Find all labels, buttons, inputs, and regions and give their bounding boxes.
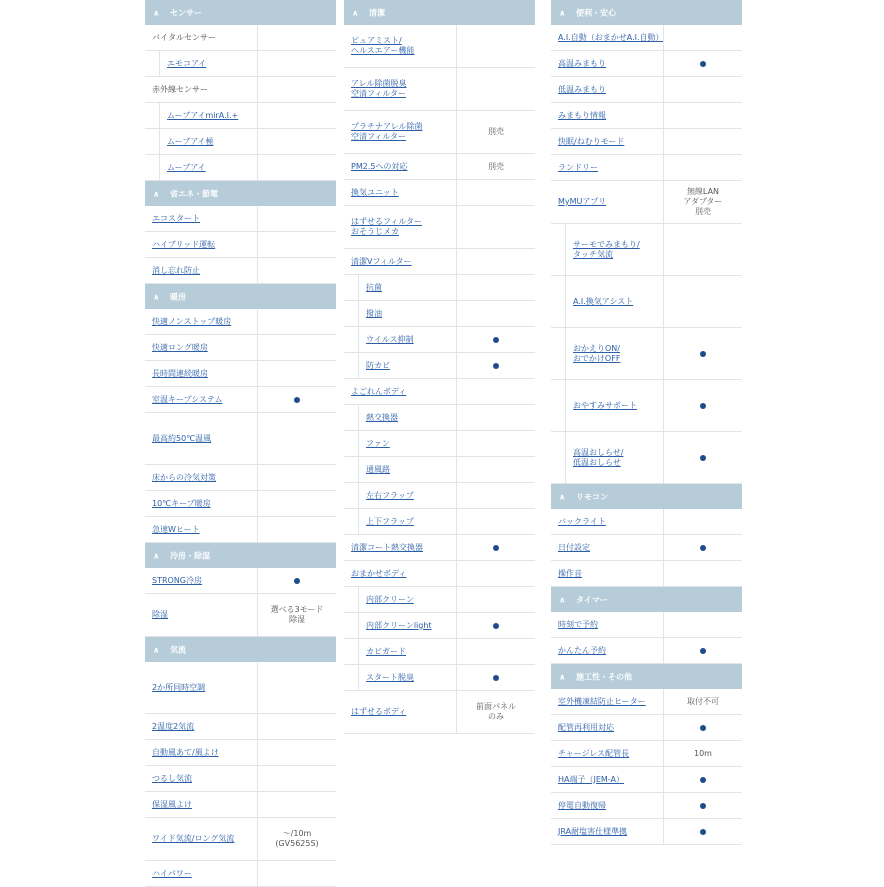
spec-row bbox=[145, 25, 336, 51]
spec-row bbox=[145, 568, 336, 594]
feature-link[interactable]: おまかせボディ bbox=[351, 568, 407, 578]
chevron-up-icon: ∧ bbox=[153, 292, 160, 301]
feature-value-cell bbox=[257, 129, 336, 154]
feature-link[interactable]: 熱交換器 bbox=[366, 412, 398, 422]
feature-value-cell bbox=[257, 517, 336, 542]
supported-dot-icon bbox=[700, 351, 706, 357]
feature-link[interactable]: 通風路 bbox=[366, 464, 390, 474]
spec-row bbox=[551, 715, 742, 741]
spec-row bbox=[145, 129, 336, 155]
spec-row bbox=[344, 111, 535, 154]
feature-value-cell bbox=[456, 327, 535, 352]
feature-link[interactable]: ムーブアイmirA.I.+ bbox=[167, 110, 239, 120]
feature-value-cell bbox=[257, 594, 336, 636]
spec-row bbox=[344, 25, 535, 68]
feature-value-cell bbox=[663, 51, 742, 76]
spec-row bbox=[344, 327, 535, 353]
supported-dot-icon bbox=[493, 545, 499, 551]
spec-row bbox=[145, 662, 336, 714]
feature-link[interactable]: JRA耐塩害仕様準拠 bbox=[558, 826, 628, 836]
feature-link[interactable]: はずせるフィルター おそうじメカ bbox=[351, 217, 423, 236]
feature-link[interactable]: ムーブアイ極 bbox=[167, 136, 214, 146]
supported-dot-icon bbox=[294, 397, 300, 403]
feature-value-cell bbox=[663, 328, 742, 379]
spec-row bbox=[344, 405, 535, 431]
feature-value-cell bbox=[456, 665, 535, 690]
feature-value-cell bbox=[663, 715, 742, 740]
spec-row bbox=[145, 517, 336, 543]
feature-link[interactable]: 床からの冷気対策 bbox=[152, 472, 216, 482]
section-title: 冷房・除湿 bbox=[170, 551, 210, 560]
feature-link[interactable]: 操作音 bbox=[558, 568, 582, 578]
feature-link[interactable]: 低温みまもり bbox=[558, 84, 606, 94]
spec-row bbox=[145, 766, 336, 792]
spec-row bbox=[145, 387, 336, 413]
supported-dot-icon bbox=[493, 623, 499, 629]
feature-value-cell bbox=[663, 741, 742, 766]
supported-dot-icon bbox=[493, 363, 499, 369]
feature-value: 別売 bbox=[488, 161, 504, 171]
feature-value-cell bbox=[663, 793, 742, 818]
feature-link[interactable]: A.I.自動（おまかせA.I.自動） bbox=[558, 32, 664, 42]
feature-link[interactable]: カビガード bbox=[366, 646, 406, 656]
feature-value-cell bbox=[456, 249, 535, 274]
spec-row bbox=[145, 51, 336, 77]
feature-value-cell bbox=[456, 587, 535, 612]
spec-row bbox=[551, 561, 742, 587]
feature-value-cell bbox=[257, 361, 336, 386]
feature-value-cell bbox=[456, 405, 535, 430]
spec-row bbox=[551, 689, 742, 715]
feature-value-cell bbox=[456, 353, 535, 378]
feature-link: 赤外線センサー bbox=[152, 84, 208, 94]
feature-link: バイタルセンサー bbox=[152, 32, 216, 42]
feature-value-cell bbox=[257, 740, 336, 765]
spec-row bbox=[344, 154, 535, 180]
feature-link[interactable]: エコスタート bbox=[152, 213, 200, 223]
section-header[interactable] bbox=[344, 0, 535, 25]
feature-link[interactable]: 高温みまもり bbox=[558, 58, 606, 68]
feature-value-cell bbox=[663, 689, 742, 714]
spec-row bbox=[145, 232, 336, 258]
section-title: 暖房 bbox=[170, 292, 186, 301]
spec-row bbox=[344, 639, 535, 665]
supported-dot-icon bbox=[700, 777, 706, 783]
feature-link[interactable]: はずせるボディ bbox=[351, 707, 407, 716]
feature-link[interactable]: アレル除菌脱臭 空清フィルター bbox=[351, 79, 407, 98]
feature-value-cell bbox=[663, 129, 742, 154]
spec-row bbox=[551, 767, 742, 793]
spec-row bbox=[551, 181, 742, 224]
feature-link[interactable]: 高温おしらせ/ 低温おしらせ bbox=[573, 447, 624, 467]
feature-link[interactable]: みまもり情報 bbox=[558, 110, 606, 120]
spec-row bbox=[551, 509, 742, 535]
feature-link[interactable]: 時刻で予約 bbox=[558, 619, 598, 629]
section-title: 清潔 bbox=[369, 8, 385, 17]
spec-row bbox=[551, 638, 742, 664]
feature-link[interactable]: 快適ロング暖房 bbox=[152, 342, 208, 352]
feature-value-cell bbox=[663, 181, 742, 223]
feature-link[interactable]: 除湿 bbox=[152, 610, 168, 619]
supported-dot-icon bbox=[700, 725, 706, 731]
spec-row bbox=[551, 432, 742, 484]
spec-row bbox=[344, 587, 535, 613]
feature-link[interactable]: おかえりON/ おでかけOFF bbox=[573, 343, 621, 363]
feature-value-cell bbox=[663, 25, 742, 50]
feature-value-cell bbox=[663, 103, 742, 128]
feature-value-cell bbox=[456, 111, 535, 153]
feature-link[interactable]: 日付設定 bbox=[558, 542, 590, 552]
feature-value: 無線LAN アダプター 別売 bbox=[683, 187, 723, 216]
spec-row bbox=[145, 309, 336, 335]
feature-link[interactable]: 最高約50℃温風 bbox=[152, 433, 212, 443]
indent-line bbox=[565, 328, 566, 379]
feature-link[interactable]: 保湿風よけ bbox=[152, 799, 192, 809]
feature-value-cell bbox=[663, 509, 742, 534]
indent-line bbox=[565, 276, 566, 327]
feature-value: 別売 bbox=[488, 127, 504, 136]
spec-row bbox=[145, 77, 336, 103]
feature-link[interactable]: 快適ノンストップ暖房 bbox=[152, 316, 232, 326]
feature-value-cell bbox=[663, 561, 742, 586]
feature-value: ～/10m (GV5625S) bbox=[275, 829, 319, 848]
spec-row bbox=[145, 714, 336, 740]
spec-row bbox=[344, 180, 535, 206]
feature-link[interactable]: 上下フラップ bbox=[366, 516, 414, 526]
feature-value: 前面パネル のみ bbox=[476, 702, 516, 721]
feature-value-cell bbox=[663, 224, 742, 275]
spec-row bbox=[145, 594, 336, 637]
feature-value-cell bbox=[456, 68, 535, 110]
feature-link[interactable]: HA端子（JEM-A） bbox=[558, 774, 624, 784]
feature-link[interactable]: 長時間連続暖房 bbox=[152, 368, 208, 378]
spec-row bbox=[551, 328, 742, 380]
spec-row bbox=[344, 301, 535, 327]
section-title: センサー bbox=[170, 8, 202, 17]
feature-value-cell bbox=[456, 535, 535, 560]
supported-dot-icon bbox=[700, 829, 706, 835]
spec-row bbox=[145, 335, 336, 361]
chevron-up-icon: ∧ bbox=[559, 8, 566, 17]
feature-value-cell bbox=[257, 662, 336, 713]
chevron-up-icon: ∧ bbox=[559, 595, 566, 604]
chevron-up-icon: ∧ bbox=[153, 189, 160, 198]
indent-line bbox=[358, 509, 359, 534]
spec-row bbox=[344, 535, 535, 561]
spec-row bbox=[145, 413, 336, 465]
chevron-up-icon: ∧ bbox=[153, 551, 160, 560]
spec-row bbox=[551, 276, 742, 328]
spec-row bbox=[344, 509, 535, 535]
feature-value-cell bbox=[456, 379, 535, 404]
section-title: 便利・安心 bbox=[576, 8, 616, 17]
feature-link[interactable]: バックライト bbox=[558, 516, 606, 526]
indent-line bbox=[358, 457, 359, 482]
spec-row bbox=[551, 380, 742, 432]
feature-link[interactable]: 撥油 bbox=[366, 308, 382, 318]
feature-link[interactable]: 2か所同時空調 bbox=[152, 682, 206, 692]
feature-value-cell bbox=[257, 103, 336, 128]
supported-dot-icon bbox=[700, 648, 706, 654]
feature-link[interactable]: 清潔Vフィルター bbox=[351, 256, 412, 266]
section-header[interactable] bbox=[145, 543, 336, 568]
supported-dot-icon bbox=[700, 545, 706, 551]
section-title: 省エネ・節電 bbox=[170, 189, 218, 198]
feature-link[interactable]: 2温度2気流 bbox=[152, 721, 195, 731]
feature-link[interactable]: STRONG冷房 bbox=[152, 575, 203, 585]
section-header[interactable] bbox=[145, 637, 336, 662]
feature-link[interactable]: 換気ユニット bbox=[351, 187, 399, 197]
feature-value: 選べる3モード 除湿 bbox=[270, 605, 324, 624]
indent-line bbox=[565, 432, 566, 483]
feature-value-cell bbox=[456, 691, 535, 733]
spec-row bbox=[551, 612, 742, 638]
spec-row bbox=[145, 740, 336, 766]
feature-value-cell bbox=[257, 491, 336, 516]
feature-link[interactable]: 室温キープシステム bbox=[152, 394, 223, 404]
feature-link[interactable]: ランドリー bbox=[558, 162, 598, 172]
feature-value-cell bbox=[456, 457, 535, 482]
spec-row bbox=[344, 275, 535, 301]
feature-link[interactable]: 室外機凍結防止ヒーター bbox=[558, 696, 646, 706]
feature-value-cell bbox=[257, 232, 336, 257]
spec-row bbox=[145, 861, 336, 887]
spec-row bbox=[551, 224, 742, 276]
feature-link[interactable]: ワイド気流/ロング気流 bbox=[152, 834, 235, 843]
spec-row bbox=[344, 457, 535, 483]
feature-value-cell bbox=[663, 77, 742, 102]
feature-value-cell bbox=[257, 714, 336, 739]
spec-row bbox=[344, 206, 535, 249]
feature-value-cell bbox=[257, 258, 336, 283]
feature-link[interactable]: PM2.5への対応 bbox=[351, 161, 408, 171]
section-header[interactable] bbox=[145, 0, 336, 25]
indent-line bbox=[358, 275, 359, 300]
feature-value-cell bbox=[456, 613, 535, 638]
feature-link[interactable]: スタート脱臭 bbox=[366, 672, 414, 682]
supported-dot-icon bbox=[700, 403, 706, 409]
feature-value-cell bbox=[257, 413, 336, 464]
feature-value-cell bbox=[257, 568, 336, 593]
spec-row bbox=[344, 483, 535, 509]
spec-row bbox=[344, 249, 535, 275]
feature-link[interactable]: ハイブリッド運転 bbox=[152, 239, 216, 249]
spec-row bbox=[551, 793, 742, 819]
feature-link[interactable]: 自動風あて/風よけ bbox=[152, 747, 219, 757]
feature-link[interactable]: サーモでみまもり/ タッチ気流 bbox=[573, 239, 640, 259]
feature-link[interactable]: ピュアミスト/ ヘルスエアー機能 bbox=[351, 36, 415, 55]
feature-value-cell bbox=[456, 639, 535, 664]
feature-value-cell bbox=[257, 155, 336, 180]
feature-link[interactable]: ムーブアイ bbox=[167, 162, 206, 172]
feature-link[interactable]: 清潔コート熱交換器 bbox=[351, 542, 423, 552]
feature-link[interactable]: ウイルス抑制 bbox=[366, 334, 414, 344]
feature-link[interactable]: 10℃キープ暖房 bbox=[152, 498, 211, 508]
spec-row bbox=[344, 379, 535, 405]
supported-dot-icon bbox=[700, 803, 706, 809]
spec-row bbox=[145, 818, 336, 861]
chevron-up-icon: ∧ bbox=[153, 8, 160, 17]
section-title: リモコン bbox=[576, 492, 608, 501]
feature-value-cell bbox=[663, 612, 742, 637]
feature-value-cell bbox=[456, 301, 535, 326]
section-header[interactable] bbox=[551, 587, 742, 612]
spec-row bbox=[344, 68, 535, 111]
feature-value-cell bbox=[257, 465, 336, 490]
spec-row bbox=[145, 155, 336, 181]
section-title: タイマー bbox=[576, 595, 608, 604]
section-header[interactable] bbox=[551, 664, 742, 689]
indent-line bbox=[358, 327, 359, 352]
indent-line bbox=[358, 301, 359, 326]
section-title: 気流 bbox=[170, 645, 186, 654]
feature-value-cell bbox=[456, 206, 535, 248]
feature-value-cell bbox=[257, 818, 336, 860]
feature-value-cell bbox=[663, 638, 742, 663]
spec-row bbox=[551, 77, 742, 103]
spec-row bbox=[145, 103, 336, 129]
spec-row bbox=[551, 51, 742, 77]
indent-line bbox=[565, 224, 566, 275]
chevron-up-icon: ∧ bbox=[153, 645, 160, 654]
indent-line bbox=[159, 103, 160, 128]
feature-value-cell bbox=[663, 155, 742, 180]
feature-value-cell bbox=[456, 25, 535, 67]
feature-value-cell bbox=[257, 309, 336, 334]
indent-line bbox=[358, 431, 359, 456]
spec-row bbox=[344, 561, 535, 587]
feature-value-cell bbox=[456, 561, 535, 586]
feature-link[interactable]: おやすみサポート bbox=[573, 400, 637, 410]
spec-row bbox=[344, 691, 535, 734]
indent-line bbox=[358, 665, 359, 690]
chevron-up-icon: ∧ bbox=[559, 672, 566, 681]
spec-row bbox=[145, 491, 336, 517]
supported-dot-icon bbox=[700, 455, 706, 461]
feature-link[interactable]: つるし気流 bbox=[152, 773, 192, 783]
feature-value-cell bbox=[663, 432, 742, 483]
spec-row bbox=[551, 819, 742, 845]
feature-link[interactable]: 内部クリーン bbox=[366, 594, 414, 604]
indent-line bbox=[358, 587, 359, 612]
supported-dot-icon bbox=[294, 578, 300, 584]
feature-value: 10m bbox=[694, 748, 712, 758]
spec-row bbox=[551, 535, 742, 561]
feature-value-cell bbox=[663, 276, 742, 327]
indent-line bbox=[358, 353, 359, 378]
indent-line bbox=[358, 483, 359, 508]
chevron-up-icon: ∧ bbox=[352, 8, 359, 17]
section-header[interactable] bbox=[551, 484, 742, 509]
feature-value-cell bbox=[663, 535, 742, 560]
feature-value-cell bbox=[663, 767, 742, 792]
feature-link[interactable]: かんたん予約 bbox=[558, 645, 606, 655]
feature-link[interactable]: 防カビ bbox=[366, 360, 390, 370]
feature-link[interactable]: MyMUアプリ bbox=[558, 197, 607, 206]
spec-row bbox=[344, 431, 535, 457]
indent-line bbox=[159, 129, 160, 154]
feature-link[interactable]: ファン bbox=[366, 438, 390, 448]
spec-row bbox=[344, 353, 535, 379]
chevron-up-icon: ∧ bbox=[559, 492, 566, 501]
feature-value-cell bbox=[257, 792, 336, 817]
spec-row bbox=[145, 465, 336, 491]
spec-row bbox=[551, 155, 742, 181]
feature-value-cell bbox=[257, 25, 336, 50]
spec-row bbox=[145, 361, 336, 387]
feature-value-cell bbox=[456, 509, 535, 534]
feature-value-cell bbox=[663, 819, 742, 844]
indent-line bbox=[358, 639, 359, 664]
indent-line bbox=[358, 613, 359, 638]
indent-line bbox=[358, 405, 359, 430]
feature-value-cell bbox=[257, 387, 336, 412]
feature-link[interactable]: 配管再利用対応 bbox=[558, 722, 614, 732]
spec-row bbox=[145, 206, 336, 232]
feature-value-cell bbox=[257, 861, 336, 886]
spec-row bbox=[145, 792, 336, 818]
indent-line bbox=[159, 155, 160, 180]
spec-row bbox=[551, 129, 742, 155]
supported-dot-icon bbox=[700, 61, 706, 67]
spec-row bbox=[344, 613, 535, 639]
spec-row bbox=[551, 25, 742, 51]
feature-link[interactable]: よごれんボディ bbox=[351, 386, 407, 396]
spec-row bbox=[551, 103, 742, 129]
feature-value-cell bbox=[456, 431, 535, 456]
feature-value-cell bbox=[456, 483, 535, 508]
section-title: 施工性・その他 bbox=[576, 672, 632, 681]
spec-row bbox=[551, 741, 742, 767]
feature-link[interactable]: 消し忘れ防止 bbox=[152, 265, 200, 275]
section-header[interactable] bbox=[551, 0, 742, 25]
feature-value-cell bbox=[663, 380, 742, 431]
indent-line bbox=[565, 380, 566, 431]
supported-dot-icon bbox=[493, 337, 499, 343]
feature-link[interactable]: 急速Wヒート bbox=[152, 524, 200, 534]
feature-value-cell bbox=[257, 206, 336, 231]
feature-link[interactable]: 抗菌 bbox=[366, 282, 382, 292]
section-header[interactable] bbox=[145, 181, 336, 206]
supported-dot-icon bbox=[493, 675, 499, 681]
feature-value-cell bbox=[257, 335, 336, 360]
section-header[interactable] bbox=[145, 284, 336, 309]
feature-link[interactable]: チャージレス配管長 bbox=[558, 748, 630, 758]
spec-row bbox=[145, 258, 336, 284]
feature-link[interactable]: 停電自動復帰 bbox=[558, 800, 606, 810]
feature-link[interactable]: 内部クリーンlight bbox=[366, 620, 432, 630]
feature-value-cell bbox=[456, 180, 535, 205]
feature-link[interactable]: 左右フラップ bbox=[366, 490, 414, 500]
feature-value-cell bbox=[257, 51, 336, 76]
spec-row bbox=[344, 665, 535, 691]
feature-link[interactable]: 快眠/ねむりモード bbox=[558, 136, 625, 146]
feature-value-cell bbox=[456, 154, 535, 179]
feature-link[interactable]: ハイパワー bbox=[152, 868, 192, 878]
feature-link[interactable]: A.I.換気アシスト bbox=[573, 296, 634, 306]
feature-link[interactable]: エモコアイ bbox=[167, 58, 207, 68]
feature-link[interactable]: プラチナアレル除菌 空清フィルター bbox=[351, 122, 423, 141]
feature-value-cell bbox=[257, 77, 336, 102]
indent-line bbox=[159, 51, 160, 76]
feature-value: 取付不可 bbox=[687, 696, 719, 706]
feature-value-cell bbox=[257, 766, 336, 791]
feature-value-cell bbox=[456, 275, 535, 300]
